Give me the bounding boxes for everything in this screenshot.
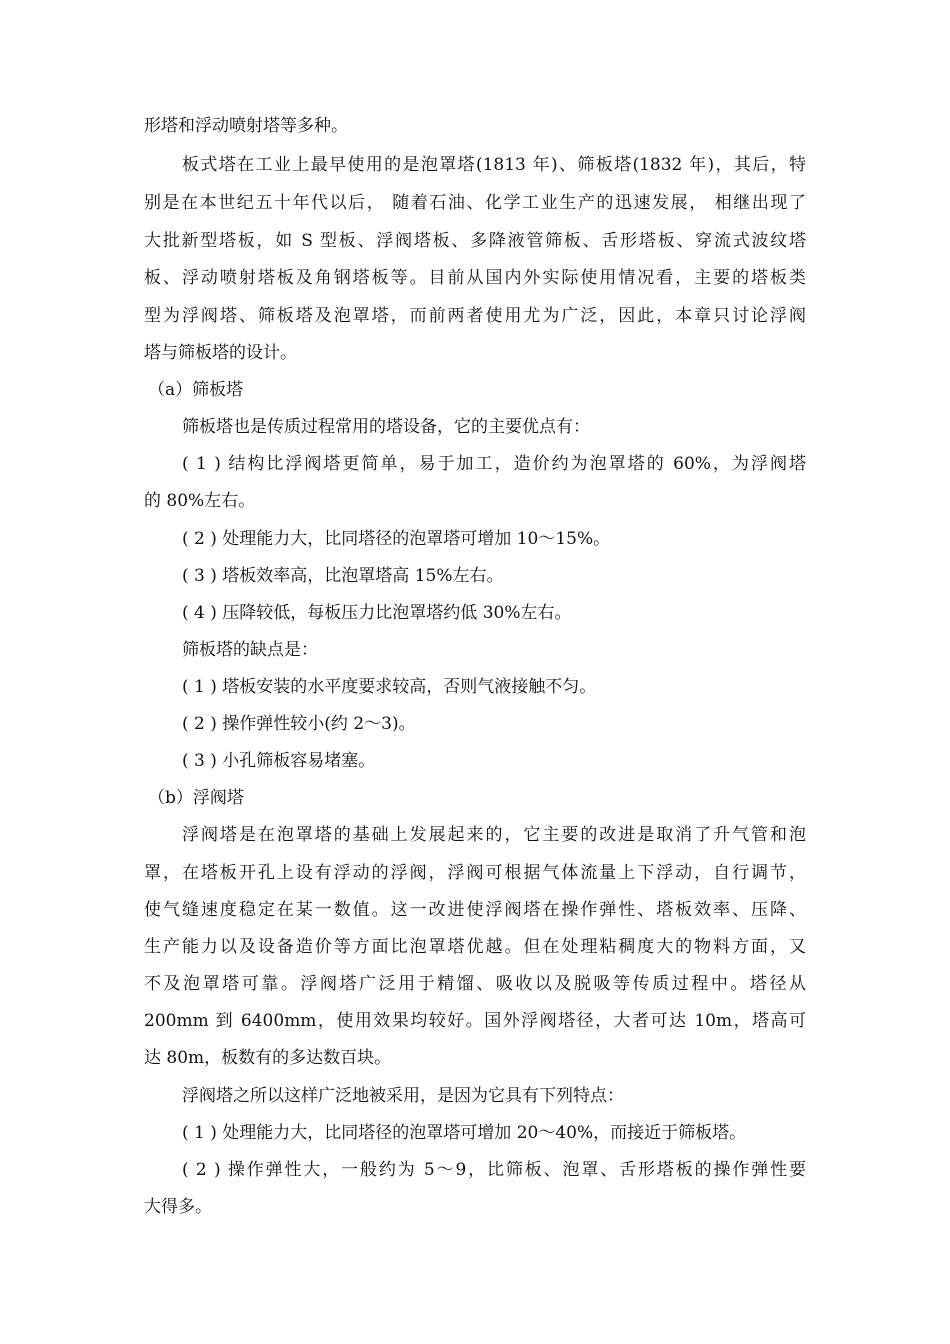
paragraph-line: 200mm 到 6400mm，使用效果均较好。国外浮阀塔径，大者可达 10m，塔高可 <box>144 1011 806 1031</box>
paragraph-line: 筛板塔的缺点是： <box>182 640 318 660</box>
list-item: ( 3 ) 塔板效率高，比泡罩塔高 15%左右。 <box>182 566 504 586</box>
list-item: ( 1 ) 处理能力大，比同塔径的泡罩塔可增加 20～40%，而接近于筛板塔。 <box>182 1123 747 1143</box>
paragraph-line: 型为浮阀塔、筛板塔及泡罩塔，而前两者使用尤为广泛，因此，本章只讨论浮阀 <box>144 306 806 326</box>
list-item: ( 2 ) 处理能力大，比同塔径的泡罩塔可增加 10～15%。 <box>182 529 611 549</box>
paragraph-line: 生产能力以及设备造价等方面比泡罩塔优越。但在处理粘稠度大的物料方面，又 <box>144 937 806 957</box>
paragraph-line: 浮阀塔是在泡罩塔的基础上发展起来的，它主要的改进是取消了升气管和泡 <box>182 825 806 845</box>
list-item-continuation: 大得多。 <box>144 1197 212 1217</box>
paragraph-line: 形塔和浮动喷射塔等多种。 <box>144 116 348 136</box>
paragraph-line: 浮阀塔之所以这样广泛地被采用，是因为它具有下列特点： <box>182 1086 624 1106</box>
section-heading-valve-tray: （b）浮阀塔 <box>148 788 244 808</box>
paragraph-line: 板、浮动喷射塔板及角钢塔板等。目前从国内外实际使用情况看，主要的塔板类 <box>144 268 806 288</box>
list-item: ( 1 ) 结构比浮阀塔更简单，易于加工，造价约为泡罩塔的 60%，为浮阀塔 <box>182 454 806 474</box>
section-heading-sieve-tray: （a）筛板塔 <box>148 380 244 400</box>
list-item: ( 3 ) 小孔筛板容易堵塞。 <box>182 751 376 771</box>
paragraph-line: 筛板塔也是传质过程常用的塔设备，它的主要优点有： <box>182 417 590 437</box>
list-item: ( 4 ) 压降较低，每板压力比泡罩塔约低 30%左右。 <box>182 603 572 623</box>
list-item: ( 2 ) 操作弹性较小(约 2～3)。 <box>182 714 416 734</box>
paragraph-line: 罩，在塔板开孔上设有浮动的浮阀，浮阀可根据气体流量上下浮动，自行调节， <box>144 863 806 883</box>
paragraph-line: 使气缝速度稳定在某一数值。这一改进使浮阀塔在操作弹性、塔板效率、压降、 <box>144 900 806 920</box>
paragraph-line: 达 80m，板数有的多达数百块。 <box>144 1048 392 1068</box>
paragraph-line: 大批新型塔板，如 S 型板、浮阀塔板、多降液管筛板、舌形塔板、穿流式波纹塔 <box>144 231 806 251</box>
paragraph-line: 别是在本世纪五十年代以后， 随着石油、化学工业生产的迅速发展， 相继出现了 <box>144 193 806 213</box>
paragraph-line: 板式塔在工业上最早使用的是泡罩塔(1813 年)、筛板塔(1832 年)，其后，特 <box>182 155 806 175</box>
paragraph-line: 不及泡罩塔可靠。浮阀塔广泛用于精馏、吸收以及脱吸等传质过程中。塔径从 <box>144 974 806 994</box>
list-item: ( 1 ) 塔板安装的水平度要求较高，否则气液接触不匀。 <box>182 677 597 697</box>
paragraph-line: 塔与筛板塔的设计。 <box>144 343 297 363</box>
list-item: ( 2 ) 操作弹性大，一般约为 5～9，比筛板、泡罩、舌形塔板的操作弹性要 <box>182 1160 806 1180</box>
list-item-continuation: 的 80%左右。 <box>144 491 256 511</box>
